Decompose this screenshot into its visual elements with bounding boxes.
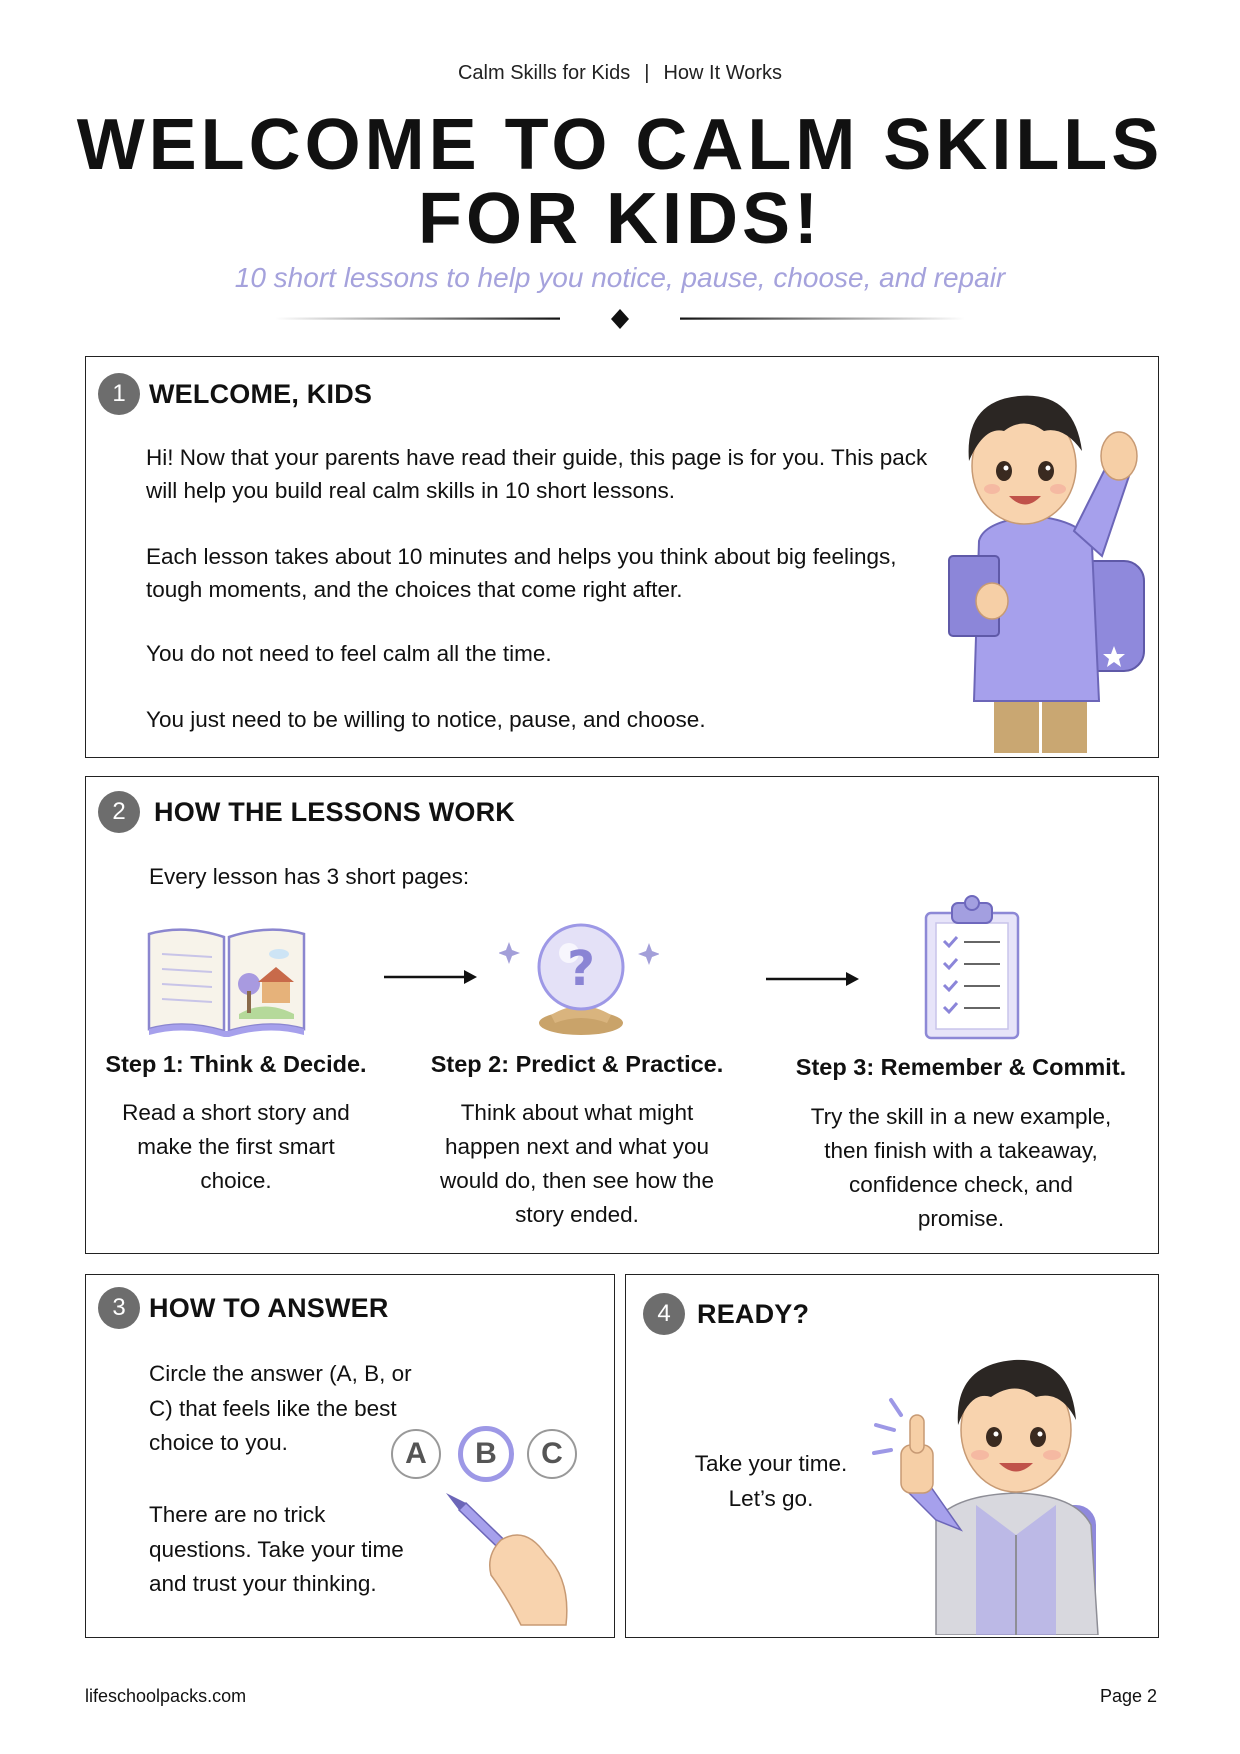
section-number-badge: 1 (98, 373, 140, 415)
step-3-title: Step 3: Remember & Commit. (795, 1054, 1127, 1080)
ready-message (666, 1447, 876, 1516)
choice-a-circle: A (391, 1429, 441, 1479)
welcome-paragraph: Hi! Now that your parents have read their guide, this page is for you. This pack will help you build real calm skills in 10 short lessons. (146, 445, 928, 503)
svg-text:?: ? (567, 941, 595, 997)
step-1-description: Read a short story and make the first smart choice. (122, 1100, 350, 1193)
answer-reassurance: There are no trick questions. Take your time and trust your thinking. (149, 1502, 404, 1596)
welcome-paragraph: Each lesson takes about 10 minutes and helps you think about big feelings, tough moments, and the choices that come right after. (146, 544, 897, 602)
page-subtitle: 10 short lessons to help you notice, pause, choose, and repair (234, 262, 1006, 293)
step-1-title: Step 1: Think & Decide. (105, 1051, 367, 1077)
section-number-badge: 4 (643, 1293, 685, 1335)
section-name: How It Works (663, 62, 782, 84)
waving-kid-illustration (924, 371, 1154, 753)
section-heading: WELCOME, KIDS (149, 379, 373, 409)
brand-name: Calm Skills for Kids (457, 62, 631, 84)
lessons-section (85, 776, 1159, 1254)
footer-page-number: Page 2 (1099, 1686, 1157, 1706)
ready-line-1: Take your time. (694, 1451, 848, 1476)
section-heading: HOW THE LESSONS WORK (154, 797, 515, 827)
clipboard-checklist-icon (922, 893, 1022, 1043)
hand-pencil-icon (431, 1485, 581, 1630)
header-separator: | (644, 62, 650, 84)
answer-instructions: Circle the answer (A, B, or C) that feels like the best choice to you. (149, 1361, 412, 1455)
choice-c-circle: C (527, 1429, 577, 1479)
step-3-description: Try the skill in a new example, then finish with a takeaway, confidence check, and promise. (810, 1104, 1112, 1231)
welcome-paragraph: You do not need to feel calm all the time. (146, 641, 552, 666)
section-heading: READY? (697, 1299, 810, 1329)
arrow-right-icon (764, 969, 859, 989)
ready-line-2: Let’s go. (728, 1485, 814, 1511)
open-book-icon (144, 919, 309, 1039)
welcome-section (85, 356, 1159, 758)
page-title (60, 105, 1180, 259)
answer-section (85, 1274, 615, 1638)
footer-website: lifeschoolpacks.com (85, 1686, 247, 1706)
ready-section (625, 1274, 1159, 1638)
lessons-intro: Every lesson has 3 short pages: (149, 864, 470, 889)
crystal-ball-icon (499, 905, 659, 1040)
section-number-badge: 3 (98, 1287, 140, 1329)
section-heading: HOW TO ANSWER (149, 1293, 389, 1323)
section-number-badge: 2 (98, 791, 140, 833)
title-line-2: FOR KIDS! (418, 179, 822, 259)
choice-b-circle-selected: B (458, 1426, 514, 1482)
step-2-title: Step 2: Predict & Practice. (430, 1051, 724, 1077)
title-line-1: WELCOME TO CALM SKILLS (76, 105, 1164, 185)
welcome-paragraph: You just need to be willing to notice, pause, and choose. (146, 707, 706, 732)
arrow-right-icon (382, 967, 477, 987)
thumbs-up-kid-illustration (866, 1335, 1156, 1635)
step-2-description: Think about what might happen next and what you would do, then see how the story ended. (440, 1100, 714, 1227)
page-header (0, 62, 1240, 85)
title-divider (275, 305, 965, 333)
